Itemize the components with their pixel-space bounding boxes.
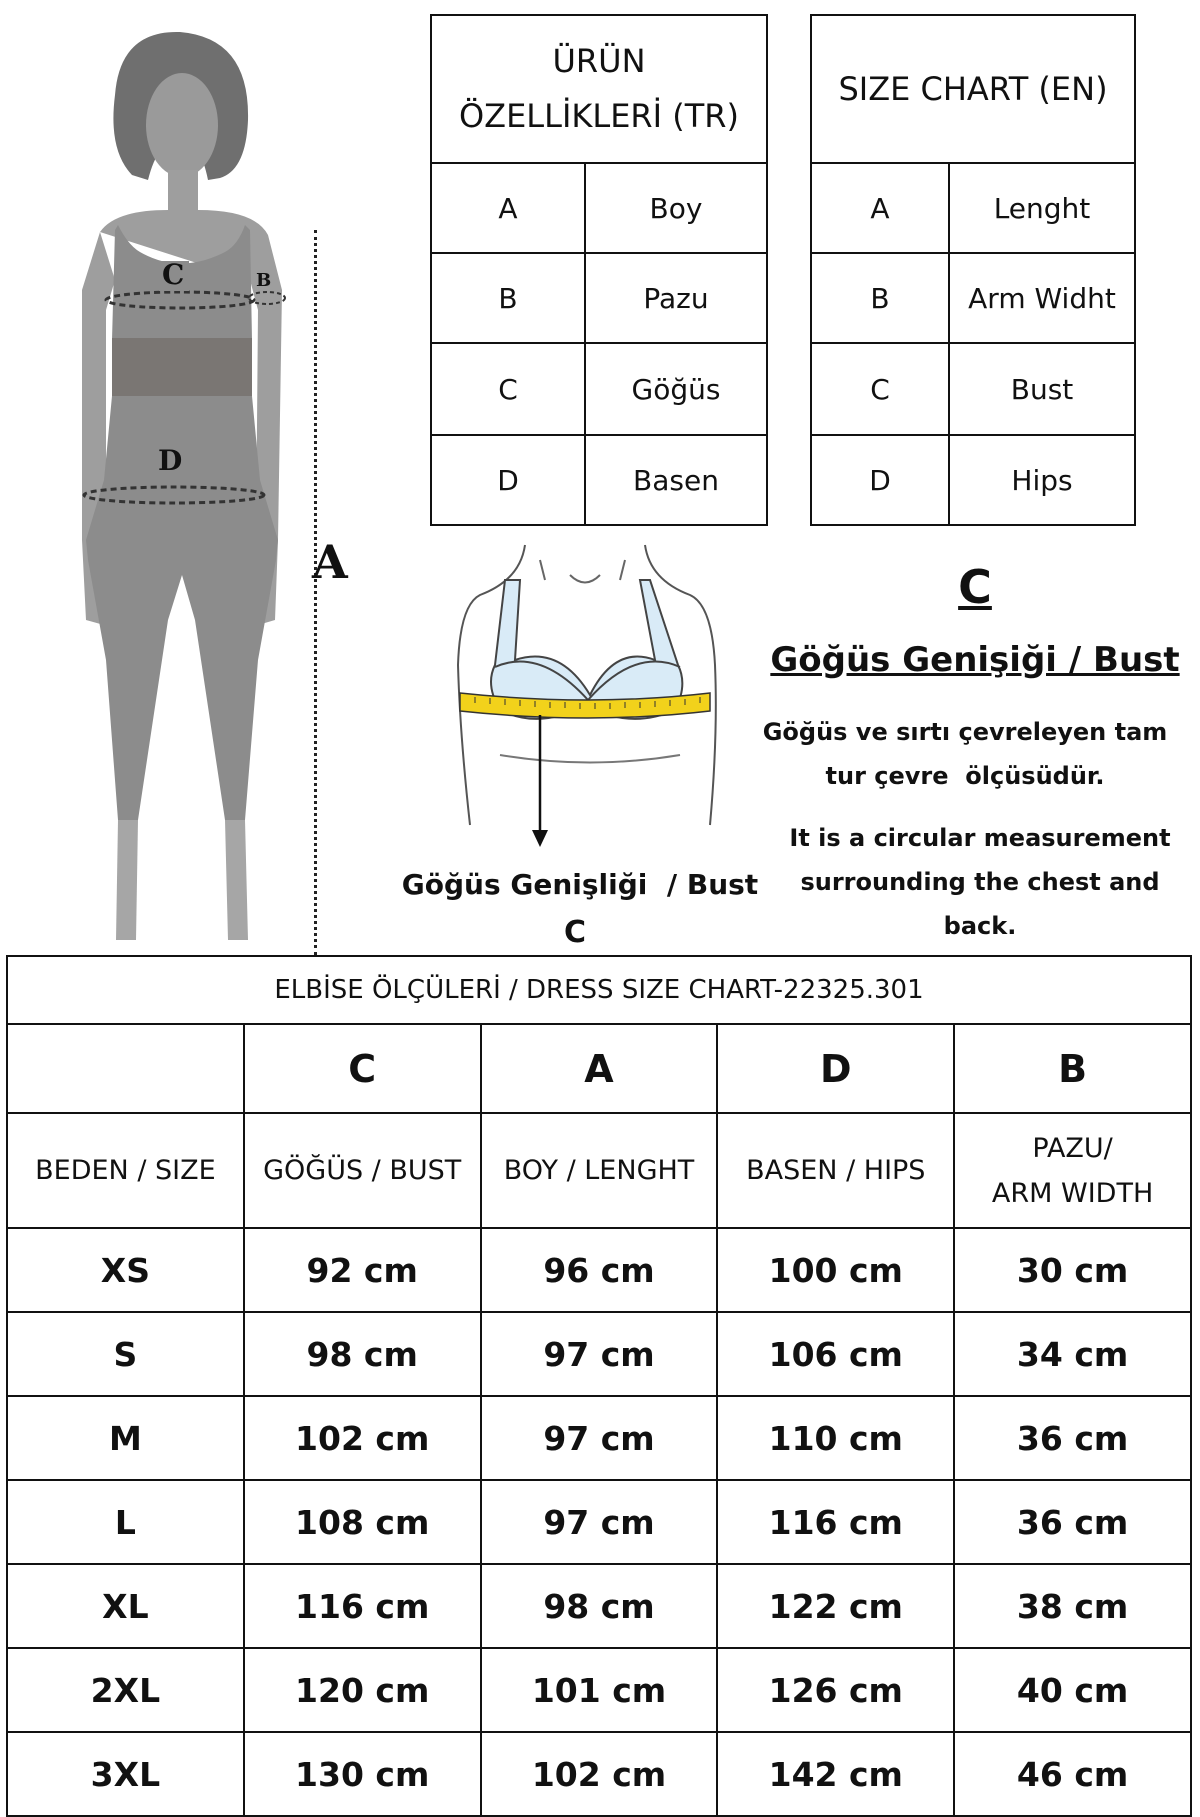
size-letter-cell bbox=[7, 1024, 244, 1113]
bust-illustration-caption: Göğüs Genişliği / Bust bbox=[401, 868, 759, 901]
size-label-cell: 2XL bbox=[7, 1648, 244, 1732]
size-letter-cell: C bbox=[244, 1024, 481, 1113]
size-header-cell: BOY / LENGHT bbox=[481, 1113, 718, 1228]
measurement-cell: 97 cm bbox=[481, 1396, 718, 1480]
measurement-cell: 92 cm bbox=[244, 1228, 481, 1312]
en-value: Hips bbox=[949, 435, 1135, 525]
measurement-cell: 116 cm bbox=[717, 1480, 954, 1564]
tr-legend-title bbox=[431, 15, 767, 163]
label-c-bust: C bbox=[162, 258, 185, 291]
size-letter-cell: B bbox=[954, 1024, 1191, 1113]
measurement-cell: 36 cm bbox=[954, 1480, 1191, 1564]
bust-illustration-letter: C bbox=[563, 915, 587, 950]
bust-info-en-line3: back. bbox=[943, 912, 1017, 940]
en-key: A bbox=[811, 163, 949, 253]
measurement-cell: 110 cm bbox=[717, 1396, 954, 1480]
size-header-line: PAZU/ bbox=[1032, 1132, 1113, 1164]
size-label-cell: 3XL bbox=[7, 1732, 244, 1816]
bust-info-en-line2: surrounding the chest and bbox=[800, 868, 1160, 896]
tr-key: D bbox=[431, 435, 585, 525]
label-b-arm: B bbox=[256, 270, 272, 291]
measurement-cell: 98 cm bbox=[481, 1564, 718, 1648]
body-figure bbox=[20, 20, 340, 955]
measurement-cell: 106 cm bbox=[717, 1312, 954, 1396]
measurement-cell: 101 cm bbox=[481, 1648, 718, 1732]
measurement-cell: 102 cm bbox=[244, 1396, 481, 1480]
en-key: B bbox=[811, 253, 949, 343]
tr-key: C bbox=[431, 343, 585, 435]
table-row bbox=[7, 1396, 1191, 1480]
size-label-cell: L bbox=[7, 1480, 244, 1564]
size-header-line: ARM WIDTH bbox=[991, 1177, 1154, 1209]
size-letter-cell: D bbox=[717, 1024, 954, 1113]
en-value: Lenght bbox=[949, 163, 1135, 253]
table-row bbox=[7, 1228, 1191, 1312]
size-label-cell: XL bbox=[7, 1564, 244, 1648]
tr-value: Göğüs bbox=[585, 343, 767, 435]
size-label-cell: M bbox=[7, 1396, 244, 1480]
table-row bbox=[7, 1648, 1191, 1732]
tr-key: B bbox=[431, 253, 585, 343]
table-row bbox=[7, 1564, 1191, 1648]
tr-value: Boy bbox=[585, 163, 767, 253]
measurement-cell: 34 cm bbox=[954, 1312, 1191, 1396]
size-header-cell: BEDEN / SIZE bbox=[7, 1113, 244, 1228]
measurement-cell: 96 cm bbox=[481, 1228, 718, 1312]
tr-legend-title-line2: ÖZELLİKLERİ (TR) bbox=[458, 97, 740, 135]
table-row bbox=[7, 1732, 1191, 1816]
measurement-cell: 142 cm bbox=[717, 1732, 954, 1816]
label-d-hips: D bbox=[158, 444, 183, 477]
measurement-cell: 120 cm bbox=[244, 1648, 481, 1732]
measurement-cell: 130 cm bbox=[244, 1732, 481, 1816]
size-table-body bbox=[7, 1228, 1191, 1816]
bust-info-en-line1: It is a circular measurement bbox=[789, 824, 1171, 852]
dress-size-table bbox=[6, 955, 1192, 1817]
tr-key: A bbox=[431, 163, 585, 253]
measurement-cell: 100 cm bbox=[717, 1228, 954, 1312]
size-table-title: ELBİSE ÖLÇÜLERİ / DRESS SIZE CHART-22325.301 bbox=[7, 956, 1191, 1024]
tr-value: Pazu bbox=[585, 253, 767, 343]
en-legend-table bbox=[810, 14, 1136, 526]
table-row bbox=[7, 1480, 1191, 1564]
measurement-cell: 46 cm bbox=[954, 1732, 1191, 1816]
measurement-cell: 122 cm bbox=[717, 1564, 954, 1648]
measurement-cell: 98 cm bbox=[244, 1312, 481, 1396]
measurement-cell: 97 cm bbox=[481, 1312, 718, 1396]
table-row bbox=[7, 1312, 1191, 1396]
size-label-cell: S bbox=[7, 1312, 244, 1396]
size-header-cell: BASEN / HIPS bbox=[717, 1113, 954, 1228]
tr-value: Basen bbox=[585, 435, 767, 525]
size-label-cell: XS bbox=[7, 1228, 244, 1312]
bust-info-letter: C bbox=[958, 560, 992, 614]
measurement-cell: 126 cm bbox=[717, 1648, 954, 1732]
bust-info-tr-line1: Göğüs ve sırtı çevreleyen tam bbox=[762, 718, 1168, 746]
measurement-cell: 108 cm bbox=[244, 1480, 481, 1564]
length-dotted-line bbox=[314, 230, 317, 955]
measurement-cell: 40 cm bbox=[954, 1648, 1191, 1732]
size-letter-cell: A bbox=[481, 1024, 718, 1113]
size-header-cell bbox=[954, 1113, 1191, 1228]
en-key: D bbox=[811, 435, 949, 525]
tr-legend-title-line1: ÜRÜN bbox=[552, 42, 646, 80]
measurement-cell: 30 cm bbox=[954, 1228, 1191, 1312]
measurement-cell: 97 cm bbox=[481, 1480, 718, 1564]
measurement-cell: 102 cm bbox=[481, 1732, 718, 1816]
label-a-length: A bbox=[312, 535, 348, 589]
measurement-cell: 36 cm bbox=[954, 1396, 1191, 1480]
en-value: Arm Widht bbox=[949, 253, 1135, 343]
measurement-cell: 38 cm bbox=[954, 1564, 1191, 1648]
en-legend-title: SIZE CHART (EN) bbox=[811, 15, 1135, 163]
measurement-cell: 116 cm bbox=[244, 1564, 481, 1648]
size-header-cell: GÖĞÜS / BUST bbox=[244, 1113, 481, 1228]
en-key: C bbox=[811, 343, 949, 435]
bust-info-heading: Göğüs Genişiği / Bust bbox=[770, 640, 1180, 680]
bust-info-tr-line2: tur çevre ölçüsüdür. bbox=[825, 762, 1105, 790]
tr-legend-table bbox=[430, 14, 768, 526]
bust-illustration bbox=[440, 535, 740, 855]
en-value: Bust bbox=[949, 343, 1135, 435]
